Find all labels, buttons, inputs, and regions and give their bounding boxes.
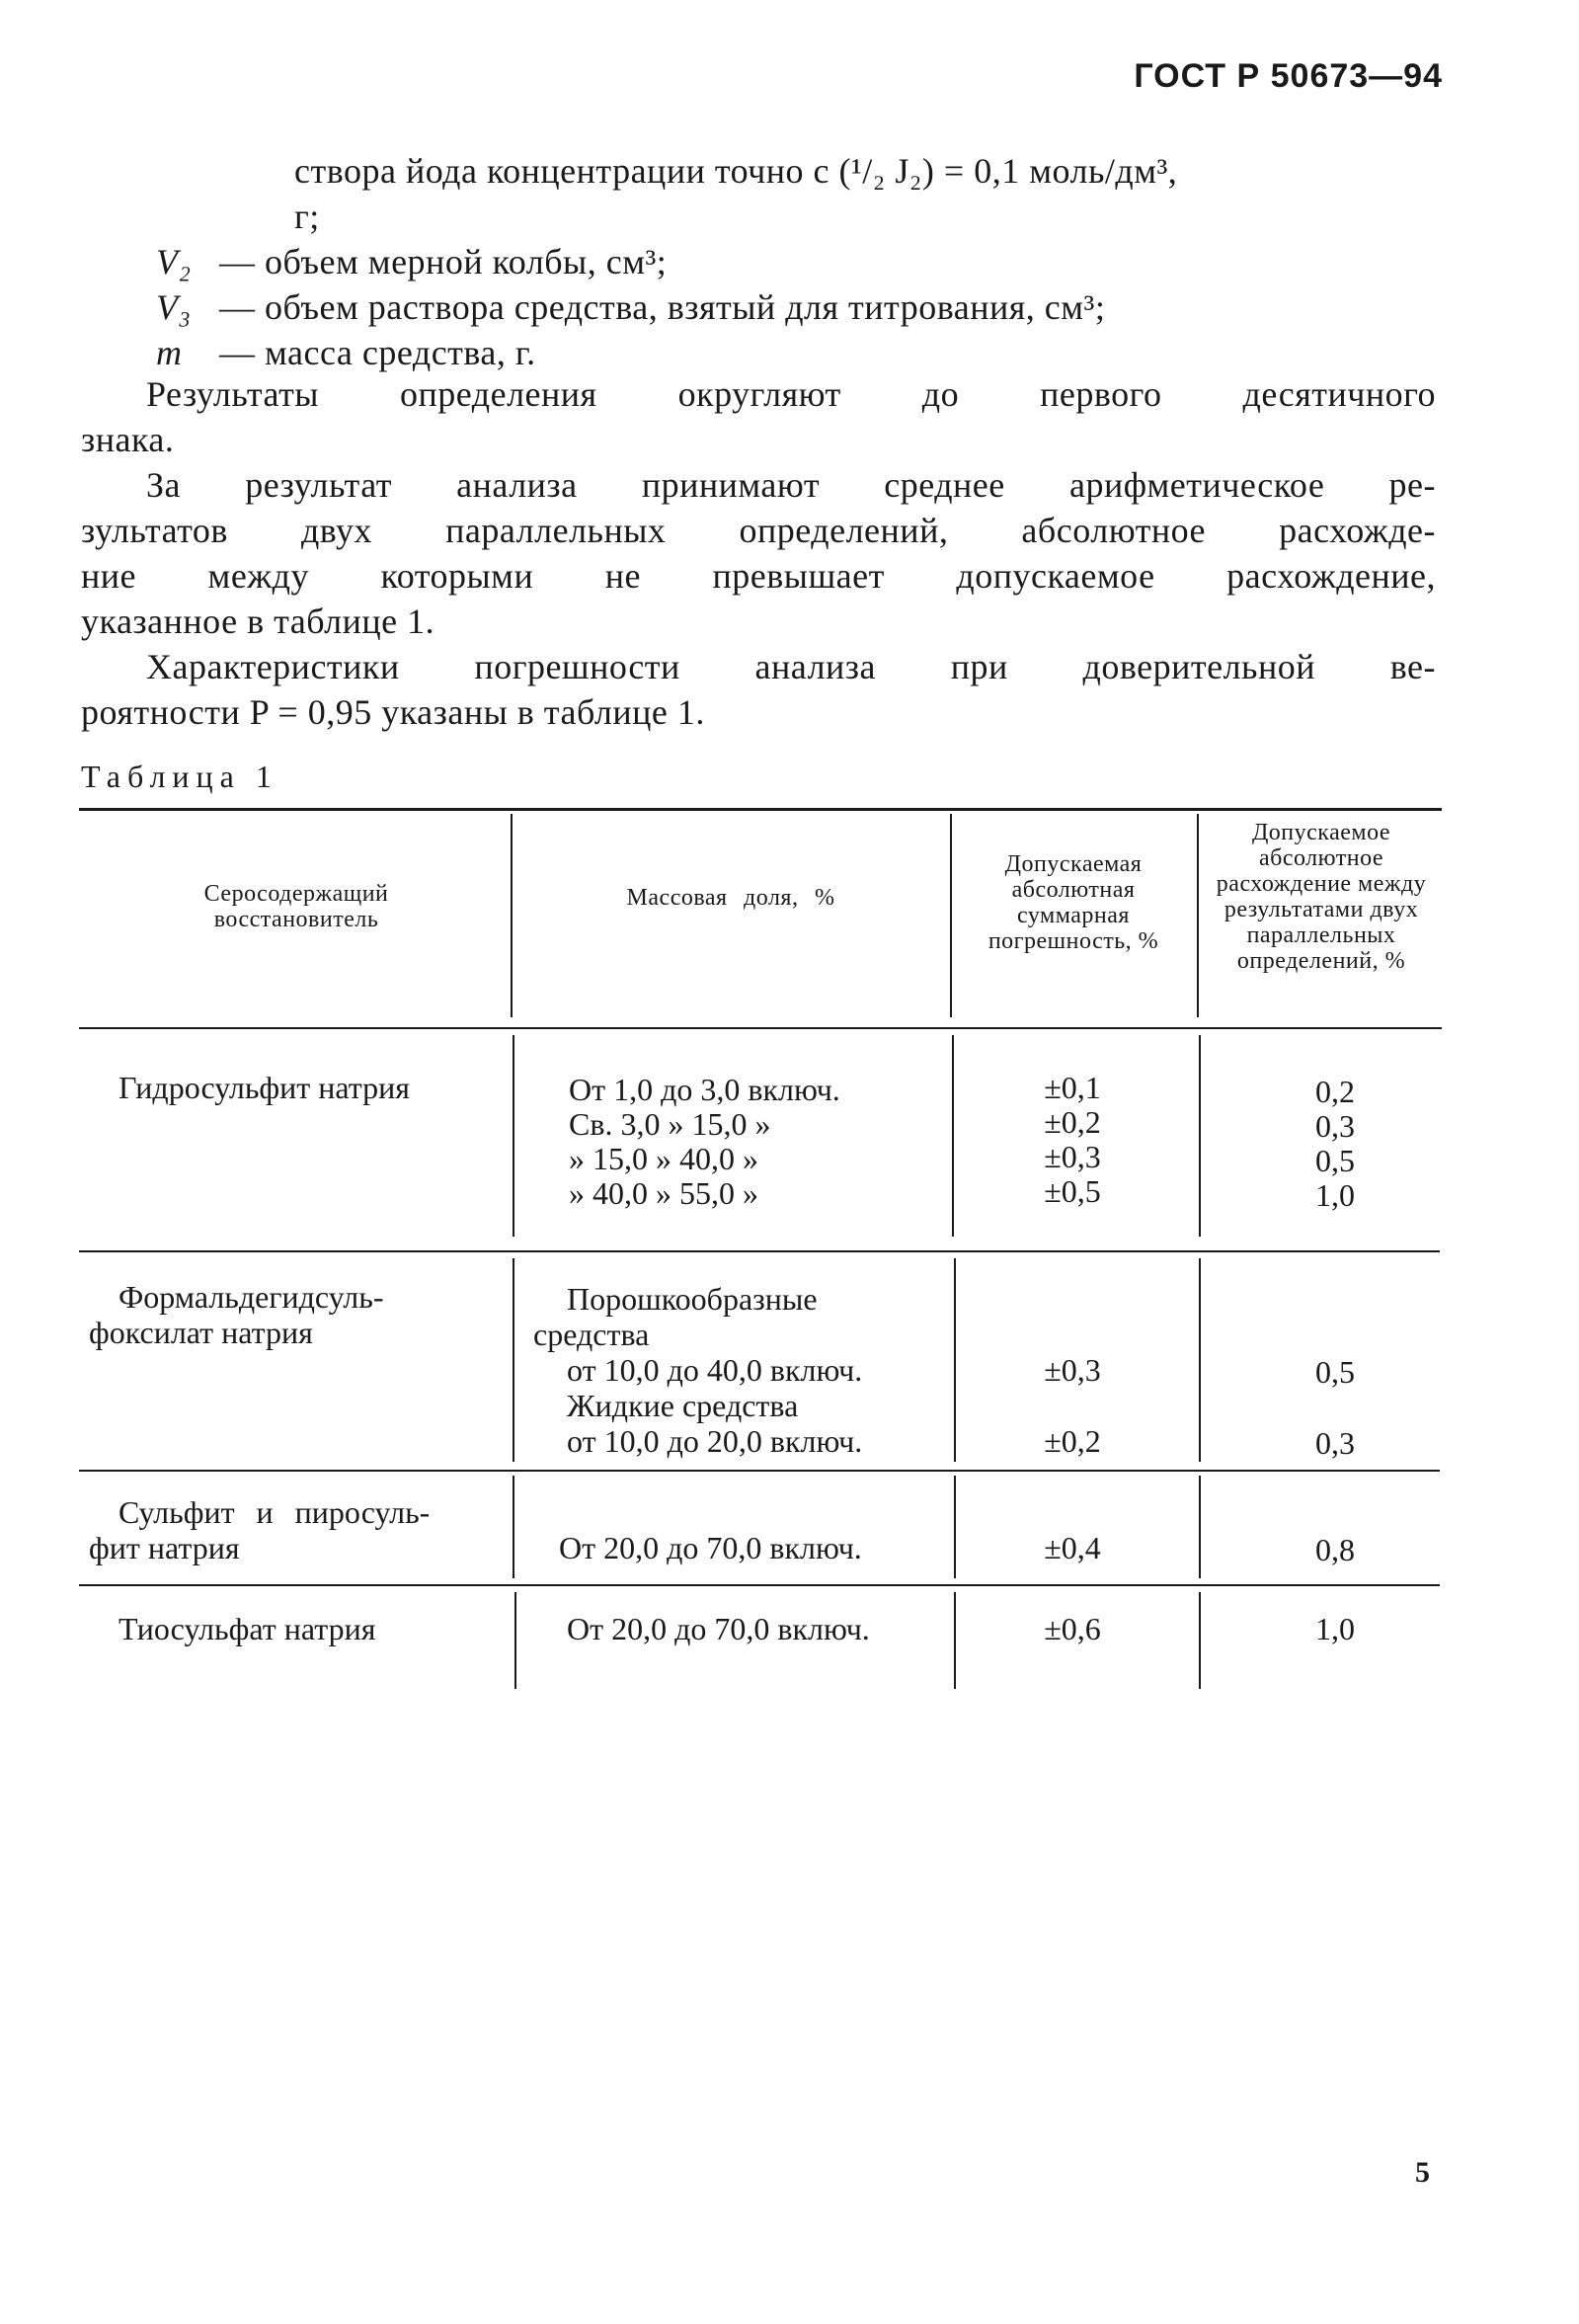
substance-sulfite-pyrosulfite: Сульфит и пиросуль- (118, 1494, 431, 1530)
col-sep-1-group4 (514, 1592, 516, 1689)
range-cell: От 20,0 до 70,0 включ. (559, 1530, 862, 1565)
discrepancy-cell: 0,3 (1315, 1425, 1355, 1461)
range-cell: от 10,0 до 40,0 включ. (567, 1352, 863, 1388)
header-substance: Серосодержащий восстановитель (203, 881, 389, 932)
discrepancy-cell: 0,5 (1315, 1354, 1355, 1390)
table-top-rule (79, 808, 1442, 811)
col-sep-3-group1 (1199, 1035, 1201, 1237)
para2-line-1: За результат анализа принимают среднее арифметическое ре- (146, 465, 1436, 505)
discrepancy-cell: 0,8 (1315, 1532, 1355, 1567)
col-sep-3-group4 (1199, 1592, 1201, 1689)
table-caption: Таблица 1 (81, 759, 278, 794)
col-sep-1-header (511, 814, 513, 1017)
error-cell: ±0,2 (1044, 1423, 1101, 1459)
error-cell: ±0,1 (1044, 1070, 1101, 1105)
range-cell: Жидкие средства (567, 1388, 799, 1423)
header-bottom-rule (79, 1027, 1442, 1029)
range-cell: средства (533, 1317, 650, 1352)
col-sep-2-group3 (954, 1476, 956, 1578)
substance-thiosulfate: Тиосульфат натрия (118, 1611, 376, 1646)
col-sep-1-group1 (513, 1035, 514, 1237)
def-text-v2: — объем мерной колбы, см³; (219, 242, 668, 281)
def-text-v3: — объем раствора средства, взятый для титрования, см³; (219, 287, 1106, 327)
para3-line-1: Характеристики погрешности анализа при доверительной ве- (146, 647, 1436, 686)
def-text-m: — масса средства, г. (219, 333, 536, 372)
text-line-2: г; (294, 197, 320, 236)
discrepancy-cell: 0,2 (1315, 1074, 1355, 1109)
header-mass-fraction: Массовая доля, % (626, 885, 835, 911)
range-cell: » 15,0 » 40,0 » (569, 1141, 758, 1176)
error-cell: ±0,5 (1044, 1173, 1101, 1209)
error-cell: ±0,3 (1044, 1139, 1101, 1174)
col-sep-2-header (950, 814, 952, 1017)
header-total-error: Допускаемая абсолютная суммарная погрешность, % (987, 851, 1159, 954)
range-cell: От 1,0 до 3,0 включ. (569, 1072, 840, 1107)
range-cell: от 10,0 до 20,0 включ. (567, 1423, 863, 1459)
discrepancy-cell: 1,0 (1315, 1611, 1355, 1646)
discrepancy-cell: 1,0 (1315, 1177, 1355, 1213)
substance-formaldehyde-sulfoxylate: Формальдегидсуль- (118, 1279, 384, 1315)
col-sep-2-group1 (952, 1035, 954, 1237)
para1-line-1: Результаты определения округляют до первого десятичного (146, 374, 1436, 414)
error-cell: ±0,2 (1044, 1104, 1101, 1140)
page-number: 5 (1415, 2156, 1430, 2189)
col-sep-1-group3 (513, 1476, 514, 1578)
para1-line-2: знака. (81, 420, 175, 459)
error-cell: ±0,3 (1044, 1352, 1101, 1388)
para2-line-4: указанное в таблице 1. (81, 601, 435, 641)
substance-sulfite-pyrosulfite-cont: фит натрия (89, 1530, 240, 1565)
para2-line-3: ние между которыми не превышает допускаемое расхождение, (81, 556, 1436, 596)
para2-line-2: зультатов двух параллельных определений, абсолютное расхожде- (81, 511, 1436, 550)
range-cell: Св. 3,0 » 15,0 » (569, 1106, 771, 1142)
discrepancy-cell: 0,3 (1315, 1108, 1355, 1144)
def-symbol-m: m (156, 333, 183, 372)
text-line-1: створа йода концентрации точно c (¹/₂ J₂) = 0,1 моль/дм³, (294, 151, 1178, 191)
substance-formaldehyde-sulfoxylate-cont: фоксилат натрия (89, 1315, 313, 1350)
col-sep-2-group4 (954, 1592, 956, 1689)
def-symbol-v2: V₂ (156, 242, 192, 281)
col-sep-3-group3 (1199, 1476, 1201, 1578)
col-sep-3-group2 (1199, 1258, 1201, 1462)
document-number: ГОСТ Р 50673—94 (1134, 57, 1443, 95)
col-sep-2-group2 (954, 1258, 956, 1462)
header-discrepancy: Допускаемое абсолютное расхождение между результатами двух параллельных определений, % (1216, 820, 1427, 974)
def-symbol-v3: V₃ (156, 287, 192, 327)
group3-bottom-rule (79, 1584, 1440, 1586)
group1-bottom-rule (79, 1250, 1440, 1252)
group2-bottom-rule (79, 1470, 1440, 1472)
substance-hydrosulfite: Гидросульфит натрия (118, 1070, 410, 1105)
range-cell: » 40,0 » 55,0 » (569, 1175, 758, 1211)
col-sep-3-header (1197, 814, 1199, 1017)
error-cell: ±0,6 (1044, 1611, 1101, 1646)
col-sep-1-group2 (513, 1258, 514, 1462)
discrepancy-cell: 0,5 (1315, 1143, 1355, 1178)
range-cell: Порошкообразные (567, 1281, 818, 1317)
range-cell: От 20,0 до 70,0 включ. (567, 1611, 870, 1646)
error-cell: ±0,4 (1044, 1530, 1101, 1565)
para3-line-2: роятности P = 0,95 указаны в таблице 1. (81, 692, 705, 732)
